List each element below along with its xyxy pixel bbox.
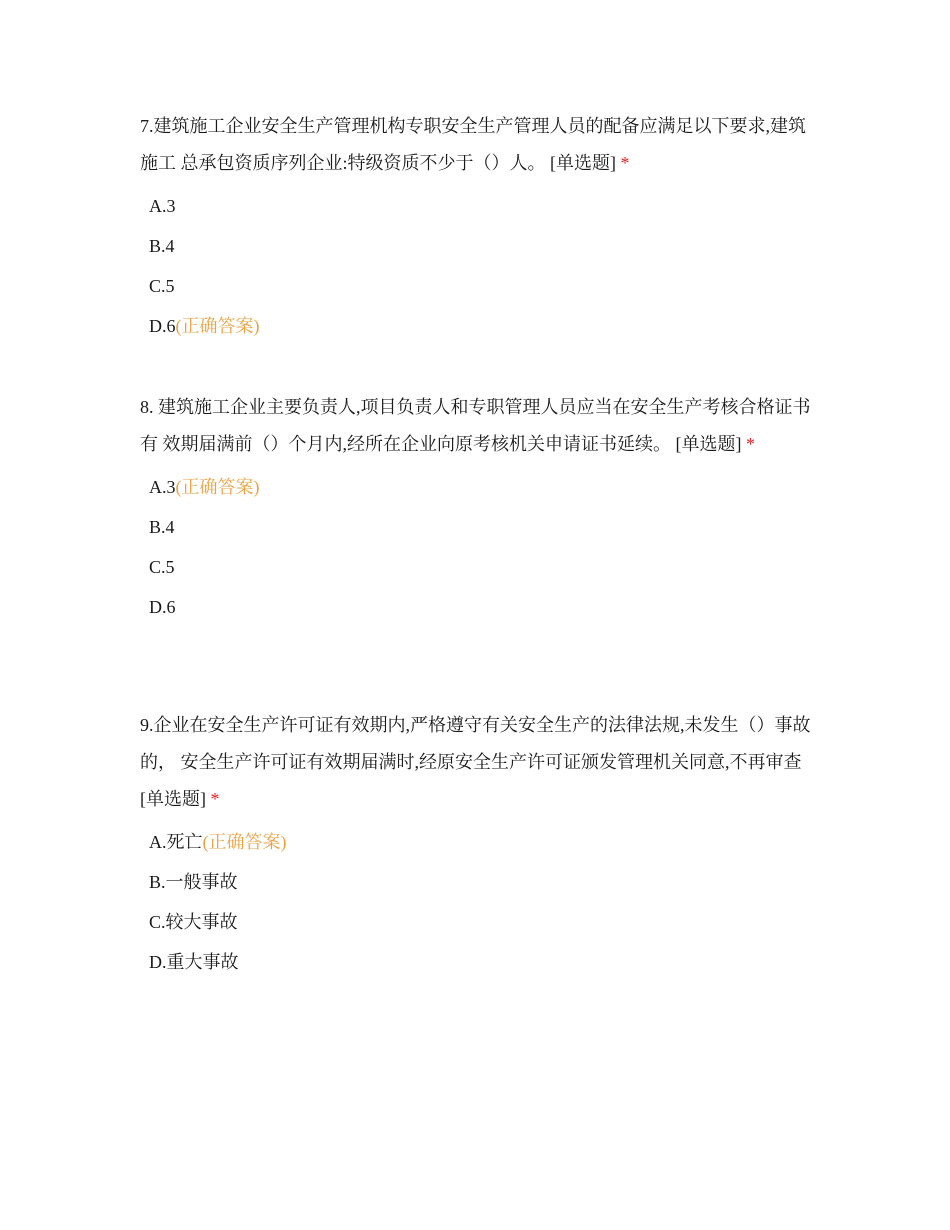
option-d[interactable] [140, 942, 815, 982]
question-stem: 9.企业在安全生产许可证有效期内,严格遵守有关安全生产的法律法规,未发生（）事故的， 安全生产许可证有效期届满时,经原安全生产许可证颁发管理机关同意,不再审查 [140, 715, 811, 772]
option-list [140, 186, 815, 346]
option-label: D.6 [149, 316, 176, 336]
option-label: B.4 [149, 236, 175, 256]
question-text [140, 389, 815, 463]
option-label: D.6 [149, 597, 176, 617]
option-label: C.较大事故 [149, 912, 238, 932]
question-type-label: [单选题] [140, 789, 206, 809]
option-b[interactable] [140, 507, 815, 547]
option-label: C.5 [149, 557, 175, 577]
option-a[interactable] [140, 467, 815, 507]
question-type-label: [单选题] [550, 153, 616, 173]
question-stem: 8. 建筑施工企业主要负责人,项目负责人和专职管理人员应当在安全生产考核合格证书有 效期届满前（）个月内,经所在企业向原考核机关申请证书延续。 [140, 397, 811, 454]
option-d[interactable] [140, 587, 815, 627]
option-label: B.一般事故 [149, 872, 238, 892]
required-marker: * [746, 434, 755, 454]
option-label: B.4 [149, 517, 175, 537]
option-a[interactable] [140, 186, 815, 226]
option-label: A.3 [149, 196, 176, 216]
option-c[interactable] [140, 547, 815, 587]
question-list [140, 108, 815, 982]
correct-answer-tag: (正确答案) [175, 477, 260, 497]
question-7 [140, 108, 815, 389]
option-b[interactable] [140, 862, 815, 902]
option-label: A.3 [149, 477, 176, 497]
option-list [140, 822, 815, 982]
question-stem: 7.建筑施工企业安全生产管理机构专职安全生产管理人员的配备应满足以下要求,建筑施工 总承包资质序列企业:特级资质不少于（）人。 [140, 116, 806, 173]
option-b[interactable] [140, 226, 815, 266]
option-d[interactable] [140, 306, 815, 346]
question-8 [140, 389, 815, 707]
required-marker: * [620, 153, 630, 173]
option-label: C.5 [149, 276, 175, 296]
option-c[interactable] [140, 266, 815, 306]
required-marker: * [210, 789, 220, 809]
question-type-label: [单选题] [675, 434, 742, 454]
correct-answer-tag: (正确答案) [202, 832, 287, 852]
option-c[interactable] [140, 902, 815, 942]
correct-answer-tag: (正确答案) [175, 316, 260, 336]
option-a[interactable] [140, 822, 815, 862]
option-list [140, 467, 815, 627]
question-text [140, 707, 815, 818]
question-text [140, 108, 815, 182]
question-9 [140, 707, 815, 982]
option-label: D.重大事故 [149, 952, 239, 972]
option-label: A.死亡 [149, 832, 203, 852]
